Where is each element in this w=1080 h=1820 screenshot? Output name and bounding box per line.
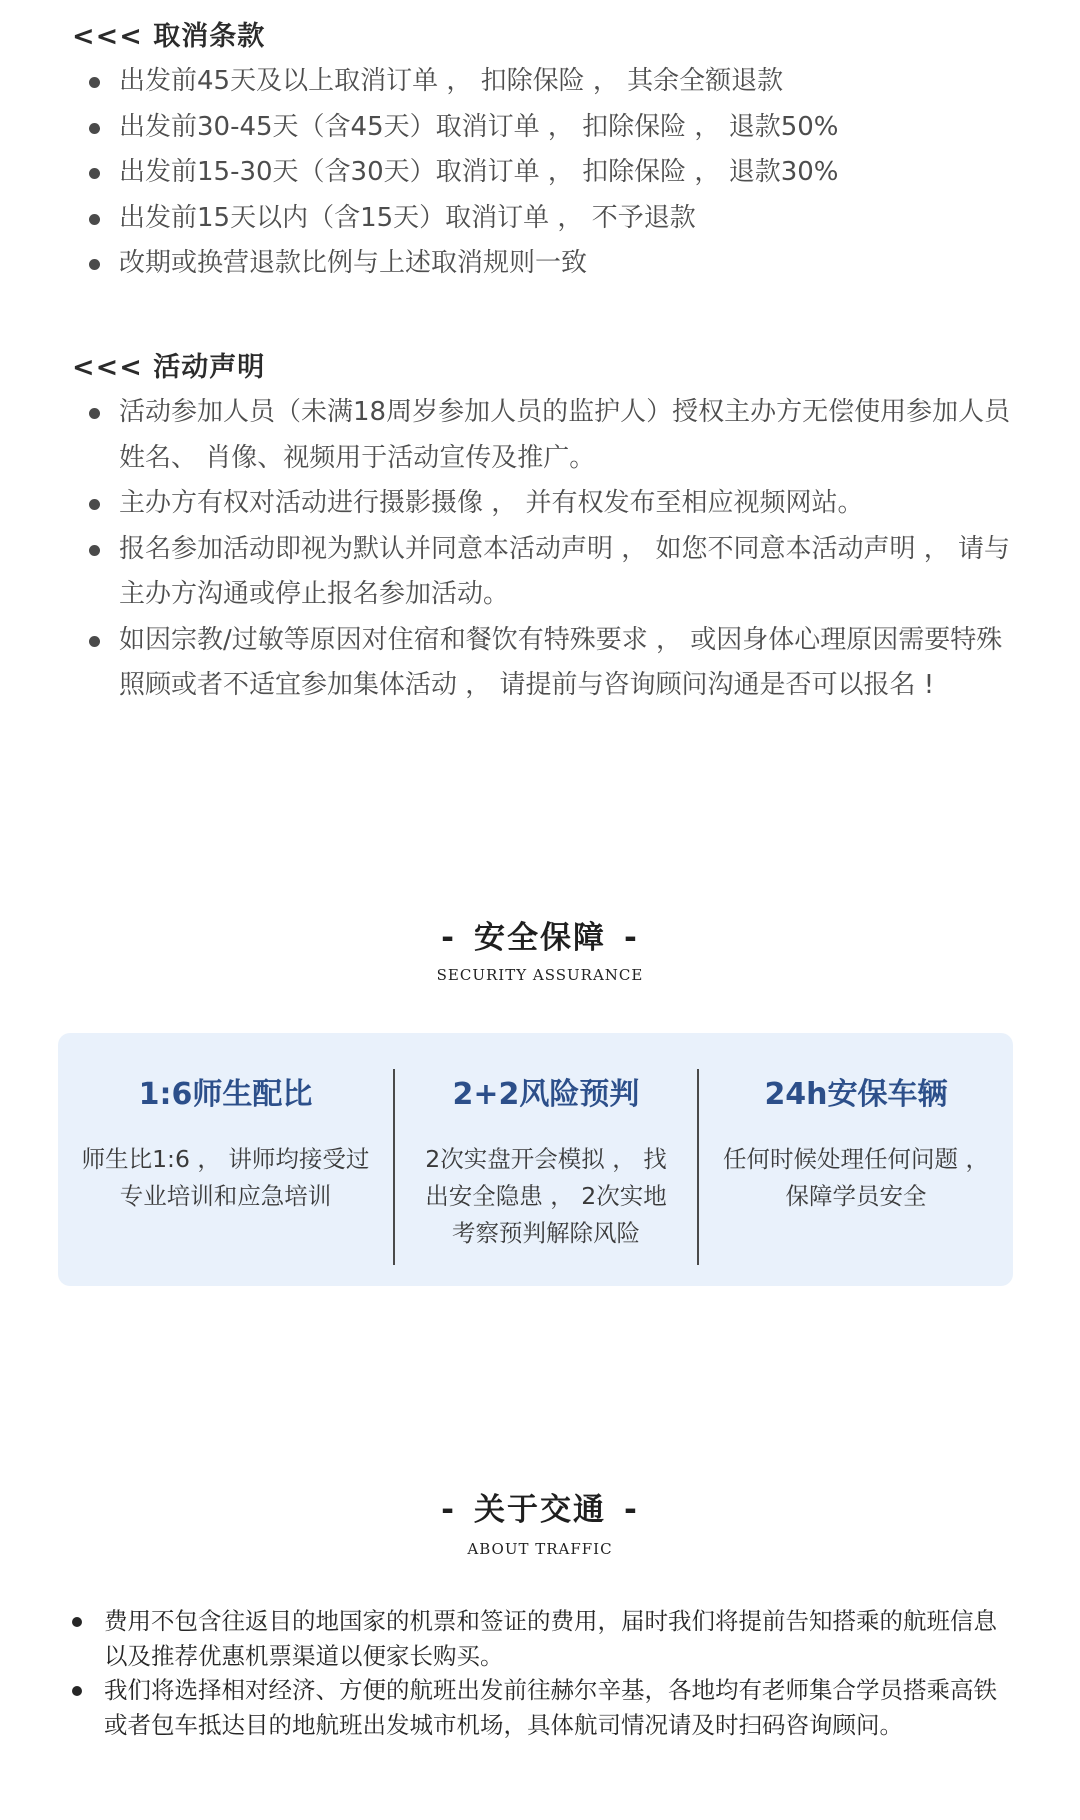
bullet-dot-icon [89,259,100,270]
statement-heading: <<< 活动声明 [72,352,266,383]
security-column-risk [395,1033,697,1286]
list-item: 出发前15天以内（含15天）取消订单 ， 不予退款 [88,196,1018,242]
security-card [58,1033,1013,1286]
list-item: 活动参加人员（未满18周岁参加人员的监护人）授权主办方无偿使用参加人员姓名、 肖像、视频用于活动宣传及推广。 [88,390,1013,481]
security-subtitle: SECURITY ASSURANCE [436,966,644,984]
column-title: 24h安保车辆 [764,1077,948,1112]
list-item: 如因宗教/过敏等原因对住宿和餐饮有特殊要求 ， 或因身体心理原因需要特殊照顾或者不适宜参加集体活动 ， 请提前与咨询顾问沟通是否可以报名 ! [88,618,1013,709]
traffic-title-text: 关于交通 [474,1492,606,1528]
bullet-dot-icon [89,123,100,134]
traffic-subtitle: ABOUT TRAFFIC [467,1540,613,1558]
title-dash-left: - [441,920,456,956]
column-description: 2次实盘开会模拟 ， 找 出安全隐患 ， 2次实地 考察预判解除风险 [425,1145,667,1247]
bullet-dot-icon [89,214,100,225]
security-title [0,912,1080,957]
bullet-dot-icon [72,1617,82,1627]
security-title-text: 安全保障 [474,920,606,956]
list-item: 费用不包含往返目的地国家的机票和签证的费用，届时我们将提前告知搭乘的航班信息以及推荐优惠机票渠道以便家长购买。 [70,1604,1020,1673]
bullet-dot-icon [72,1686,82,1696]
security-column-vehicle [699,1033,1013,1286]
title-dash-right: - [624,1492,639,1528]
column-description: 任何时候处理任何问题 ， 保障学员安全 [723,1145,989,1210]
bullet-dot-icon [89,636,100,647]
column-description: 师生比1:6 ， 讲师均接受过 专业培训和应急培训 [81,1145,370,1210]
security-column-ratio [58,1033,393,1286]
title-dash-left: - [441,1492,456,1528]
title-dash-right: - [624,920,639,956]
statement-list [88,390,1013,709]
list-item: 出发前15-30天（含30天）取消订单 ， 扣除保险 ， 退款30% [88,150,1018,196]
bullet-dot-icon [89,408,100,419]
cancellation-heading: <<< 取消条款 [72,21,266,52]
traffic-title [0,1484,1080,1529]
bullet-dot-icon [89,77,100,88]
list-item: 出发前30-45天（含45天）取消订单 ， 扣除保险 ， 退款50% [88,105,1018,151]
column-title: 1:6师生配比 [138,1077,313,1112]
list-item: 报名参加活动即视为默认并同意本活动声明 ， 如您不同意本活动声明 ， 请与主办方沟通或停止报名参加活动。 [88,527,1013,618]
column-title: 2+2风险预判 [452,1077,640,1112]
list-item: 改期或换营退款比例与上述取消规则一致 [88,241,1018,287]
bullet-dot-icon [89,545,100,556]
bullet-dot-icon [89,499,100,510]
bullet-dot-icon [89,168,100,179]
cancellation-list [88,59,1018,287]
traffic-list [70,1604,1020,1742]
list-item: 主办方有权对活动进行摄影摄像 ， 并有权发布至相应视频网站。 [88,481,1013,527]
list-item: 我们将选择相对经济、方便的航班出发前往赫尔辛基，各地均有老师集合学员搭乘高铁或者包车抵达目的地航班出发城市机场，具体航司情况请及时扫码咨询顾问。 [70,1673,1020,1742]
list-item: 出发前45天及以上取消订单 ， 扣除保险 ， 其余全额退款 [88,59,1018,105]
